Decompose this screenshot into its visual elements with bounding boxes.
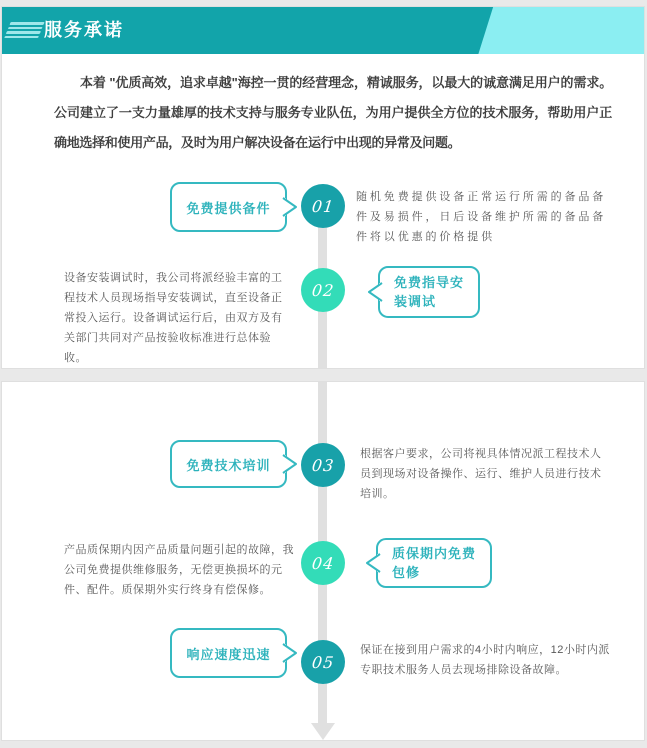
timeline-bubble-04 bbox=[376, 538, 492, 588]
bubble-pointer-icon bbox=[282, 453, 298, 475]
timeline-step-circle-05 bbox=[301, 640, 345, 684]
step-description-03: 根据客户要求，公司将视具体情况派工程技术人员到现场对设备操作、运行、维护人员进行技术培训。 bbox=[360, 448, 602, 500]
timeline-step-circle-01 bbox=[301, 184, 345, 228]
timeline-step-circle-03 bbox=[301, 443, 345, 487]
bubble-label: 质保期内免费包修 bbox=[392, 546, 477, 580]
step-description-02: 设备安装调试时，我公司将派经验丰富的工程技术人员现场指导安装调试，直至设备正常投入运行。设备调试运行后，由双方及有关部门共同对产品按验收标准进行总体验收。 bbox=[64, 272, 283, 364]
intro-paragraph: 本着 "优质高效，追求卓越"海控一贯的经营理念，精诚服务，以最大的诚意满足用户的需求。公司建立了一支力量雄厚的技术支持与服务专业队伍，为用户提供全方位的技术服务，帮助用户正确地选择和使用产品，及时为用户解决设备在运行中出现的异常及问题。 bbox=[54, 75, 612, 150]
hamburger-lines-icon bbox=[3, 22, 44, 40]
bubble-pointer-icon bbox=[282, 642, 298, 664]
bubble-pointer-icon bbox=[367, 281, 383, 303]
step-number: 05 bbox=[310, 652, 336, 672]
step-number: 02 bbox=[310, 280, 336, 300]
step-number: 04 bbox=[310, 553, 336, 573]
timeline-bubble-03 bbox=[170, 440, 287, 488]
timeline-step-circle-04 bbox=[301, 541, 345, 585]
bubble-label: 免费指导安装调试 bbox=[394, 275, 465, 309]
step-description-05: 保证在接到用户需求的4小时内响应，12小时内派专职技术服务人员去现场排除设备故障。 bbox=[360, 644, 610, 676]
bubble-pointer-icon bbox=[282, 196, 298, 218]
page-title: 服务承诺 bbox=[44, 20, 124, 40]
timeline-bubble-02 bbox=[378, 266, 480, 318]
timeline-bubble-05 bbox=[170, 628, 287, 678]
step-description-01: 随机免费提供设备正常运行所需的备品备件及易损件，日后设备维护所需的备品备件将以优惠的价格提供 bbox=[356, 191, 607, 243]
bubble-label: 响应速度迅速 bbox=[186, 646, 271, 662]
step-number: 03 bbox=[310, 455, 336, 475]
timeline-arrow-icon bbox=[311, 723, 335, 740]
timeline-bubble-01 bbox=[170, 182, 287, 232]
step-description-04: 产品质保期内因产品质量问题引起的故障，我公司免费提供维修服务，无偿更换损坏的元件、配件。质保期外实行终身有偿保修。 bbox=[64, 544, 294, 596]
step-number: 01 bbox=[310, 196, 336, 216]
header-banner bbox=[2, 7, 644, 54]
bubble-label: 免费提供备件 bbox=[186, 200, 271, 216]
bubble-label: 免费技术培训 bbox=[186, 457, 271, 473]
timeline-step-circle-02 bbox=[301, 268, 345, 312]
bubble-pointer-icon bbox=[365, 552, 381, 574]
